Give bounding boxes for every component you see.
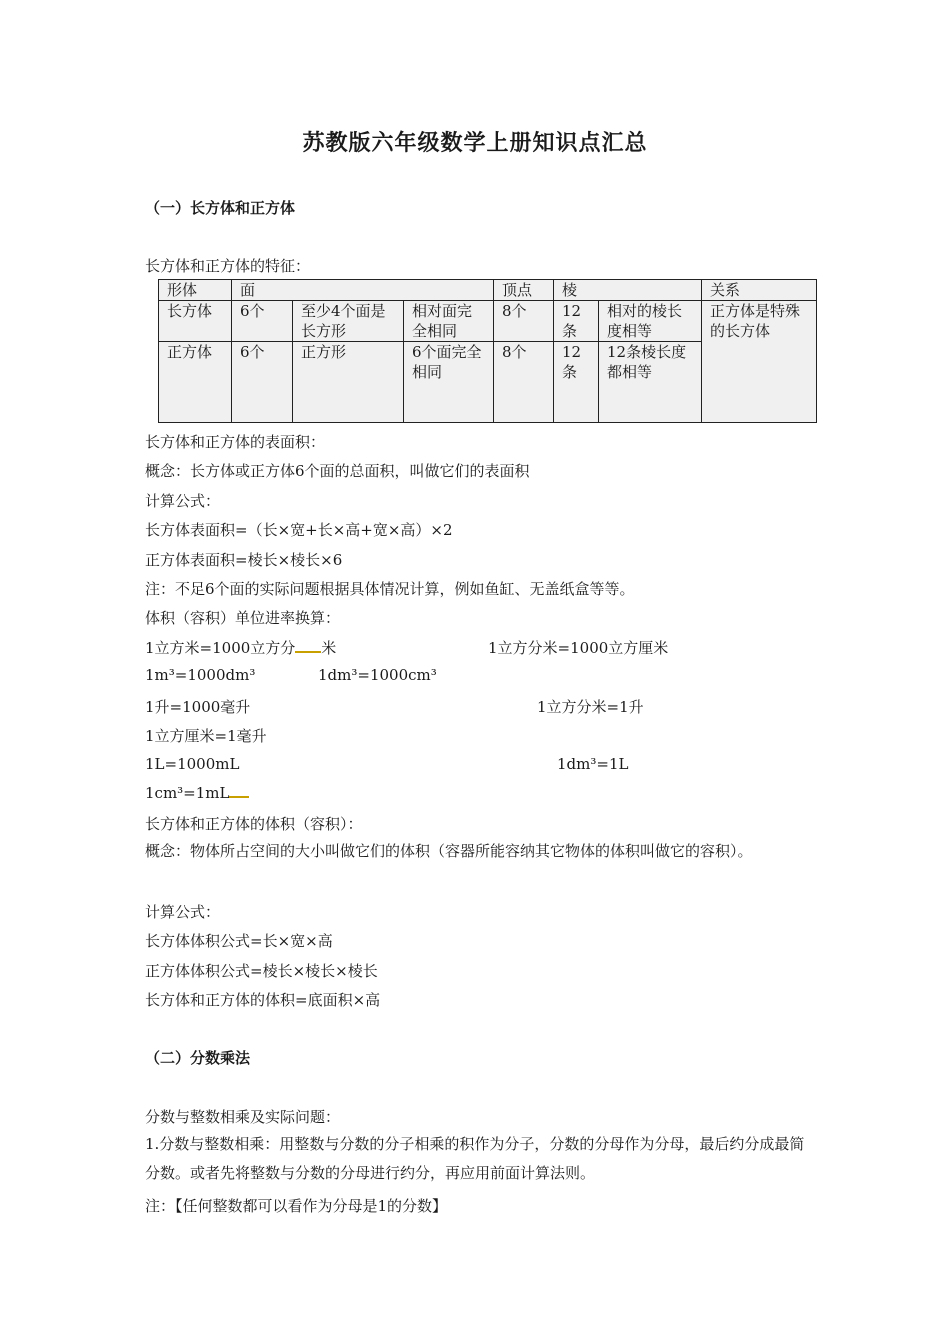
unit-L-mL-symbol: 1L=1000mL <box>145 755 240 773</box>
header-shape: 形体 <box>159 280 232 301</box>
unit-dm3-liter: 1立方分米=1升 <box>537 698 644 716</box>
unit-m3-dm3-text-b: 米 <box>321 639 337 657</box>
section-heading-fraction: （二）分数乘法 <box>145 1049 251 1067</box>
surface-note: 注：不足6个面的实际问题根据具体情况计算，例如鱼缸、无盖纸盒等等。 <box>145 580 635 598</box>
general-volume-formula: 长方体和正方体的体积=底面积×高 <box>145 991 381 1009</box>
highlight-mark <box>229 786 249 798</box>
header-vertex: 顶点 <box>494 280 554 301</box>
unit-conversion-label: 体积（容积）单位进率换算： <box>145 609 341 627</box>
fraction-intro: 分数与整数相乘及实际问题： <box>145 1108 341 1126</box>
surface-label: 长方体和正方体的表面积： <box>145 433 326 451</box>
fraction-note: 注：【任何整数都可以看作为分母是1的分数】 <box>145 1197 448 1215</box>
cell-face-shape-cube: 正方形 <box>293 342 404 423</box>
cell-shape-cuboid: 长方体 <box>159 301 232 342</box>
cuboid-surface-formula: 长方体表面积=（长×宽+长×高+宽×高）×2 <box>145 521 453 539</box>
unit-cm3-ml: 1立方厘米=1毫升 <box>145 727 267 745</box>
document-title: 苏教版六年级数学上册知识点汇总 <box>302 130 648 156</box>
unit-liter-ml: 1升=1000毫升 <box>145 698 251 716</box>
features-label: 长方体和正方体的特征： <box>145 257 311 275</box>
unit-m3-dm3 <box>145 637 336 658</box>
cube-surface-formula: 正方体表面积=棱长×棱长×6 <box>145 551 343 569</box>
unit-m3-dm3-symbol: 1m³=1000dm³ <box>145 666 256 684</box>
header-relation: 关系 <box>702 280 817 301</box>
unit-cm3-mL-symbol <box>145 784 249 802</box>
cell-vertex-cuboid: 8个 <box>494 301 554 342</box>
cell-edge-rel-cube: 12条棱长度都相等 <box>599 342 702 423</box>
cell-shape-cube: 正方体 <box>159 342 232 423</box>
unit-dm3-L-symbol: 1dm³=1L <box>557 755 629 773</box>
volume-label: 长方体和正方体的体积（容积）： <box>145 815 363 833</box>
cube-volume-formula: 正方体体积公式=棱长×棱长×棱长 <box>145 962 378 980</box>
features-table <box>158 279 817 423</box>
cell-edge-count-cube: 12条 <box>554 342 599 423</box>
volume-formula-label: 计算公式： <box>145 903 221 921</box>
header-edge: 棱 <box>554 280 702 301</box>
cell-edge-count-cuboid: 12条 <box>554 301 599 342</box>
unit-cm3-mL-text: 1cm³=1mL <box>145 784 230 802</box>
cell-face-rel-cube: 6个面完全相同 <box>404 342 494 423</box>
header-face: 面 <box>232 280 494 301</box>
volume-concept: 概念：物体所占空间的大小叫做它们的体积（容器所能容纳其它物体的体积叫做它的容积）。 <box>145 842 753 860</box>
cell-face-count-cube: 6个 <box>232 342 293 423</box>
cuboid-volume-formula: 长方体体积公式=长×宽×高 <box>145 932 333 950</box>
section-heading-cuboid: （一）长方体和正方体 <box>145 199 296 217</box>
surface-concept: 概念：长方体或正方体6个面的总面积，叫做它们的表面积 <box>145 462 530 480</box>
unit-dm3-cm3-symbol: 1dm³=1000cm³ <box>318 666 437 684</box>
cell-edge-rel-cuboid: 相对的棱长度相等 <box>599 301 702 342</box>
formula-label: 计算公式： <box>145 492 221 510</box>
cell-vertex-cube: 8个 <box>494 342 554 423</box>
cell-face-count-cuboid: 6个 <box>232 301 293 342</box>
cell-relation: 正方体是特殊的长方体 <box>702 301 817 423</box>
highlight-mark <box>295 641 321 653</box>
unit-dm3-cm3: 1立方分米=1000立方厘米 <box>488 639 669 657</box>
cell-face-shape-cuboid: 至少4个面是长方形 <box>293 301 404 342</box>
fraction-rule: 1.分数与整数相乘：用整数与分数的分子相乘的积作为分子，分数的分母作为分母，最后约分成最简分数。或者先将整数与分数的分母进行约分，再应用前面计算法则。 <box>145 1135 805 1182</box>
unit-m3-dm3-text-a: 1立方米=1000立方分 <box>145 639 296 657</box>
cell-face-rel-cuboid: 相对面完全相同 <box>404 301 494 342</box>
